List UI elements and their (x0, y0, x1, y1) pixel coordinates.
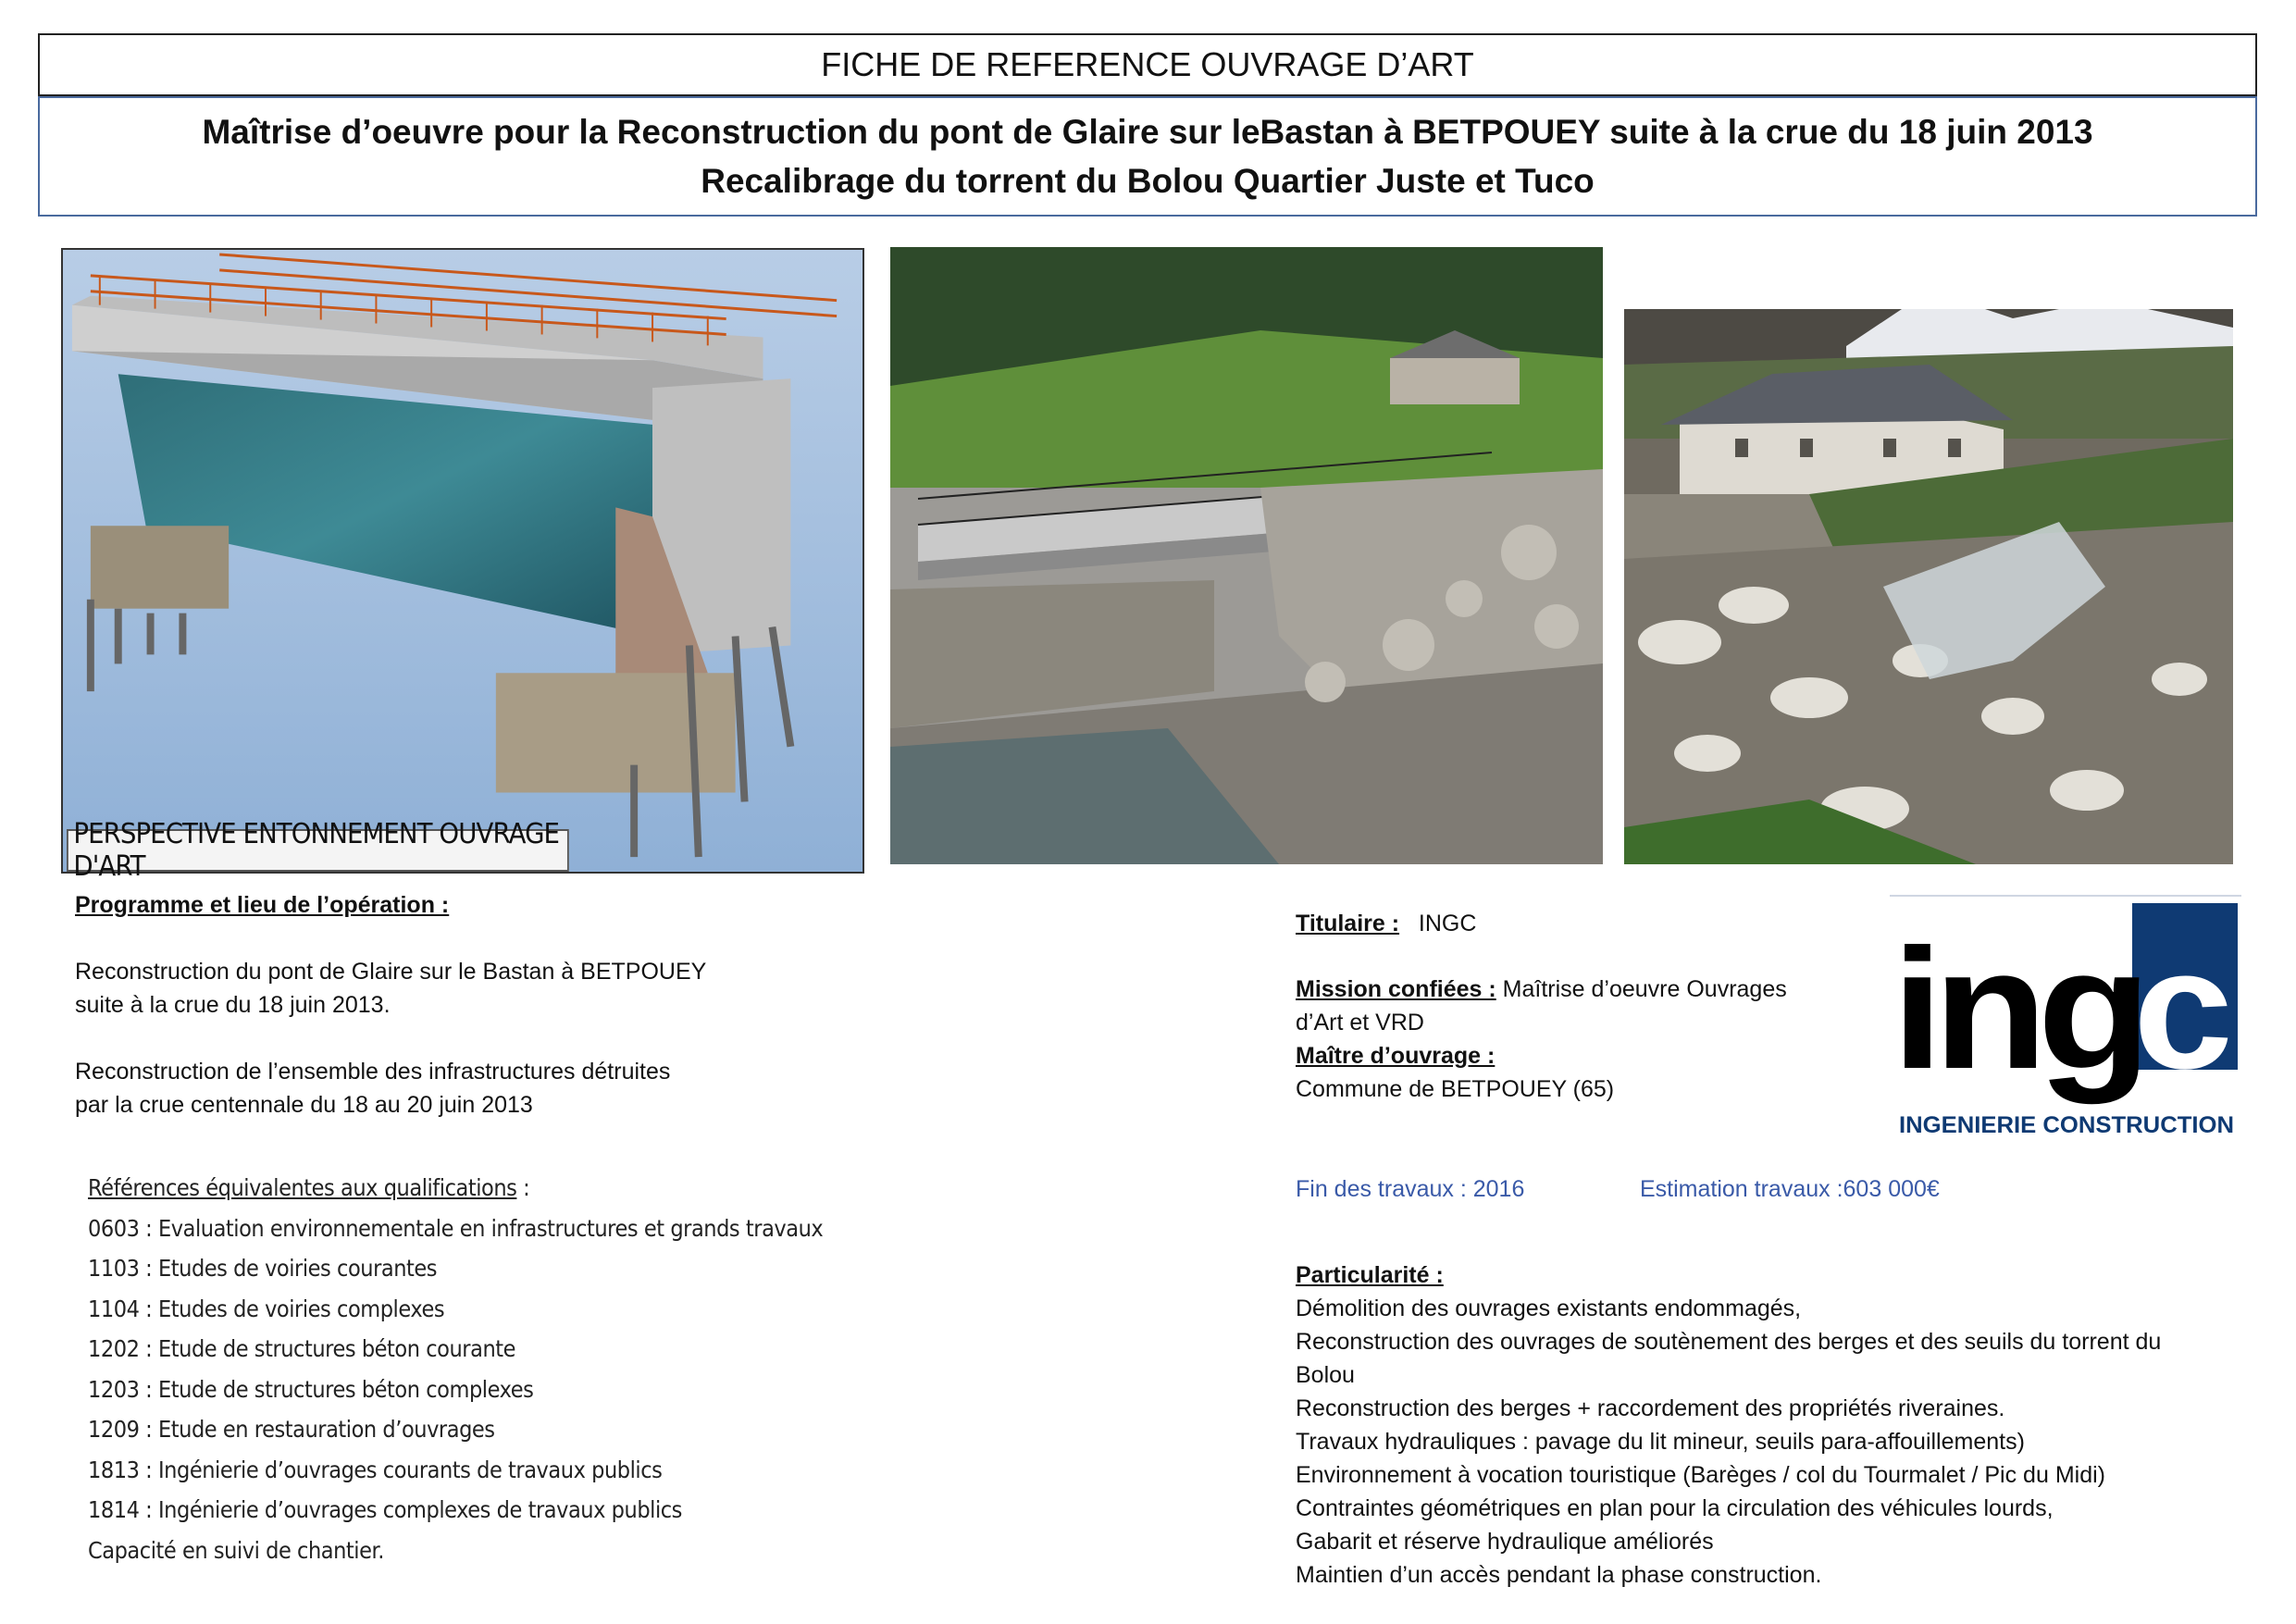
reference-item: 1104 : Etudes de voiries complexes (88, 1295, 445, 1322)
reference-item: 1202 : Etude de structures béton courante (88, 1335, 516, 1362)
particularite-heading: Particularité : (1296, 1262, 1444, 1288)
mission-block (1296, 973, 1851, 1106)
project-title (38, 96, 2257, 217)
titulaire-label: Titulaire : (1296, 911, 1400, 936)
reference-item: 1813 : Ingénierie d’ouvrages courants de travaux publics (88, 1456, 663, 1483)
fin-travaux: Fin des travaux : 2016 (1296, 1176, 1525, 1202)
programme-para2-line2: par la crue centennale du 18 au 20 juin 2013 (75, 1092, 533, 1118)
particularite-block (1296, 1258, 2258, 1592)
reference-item: 1209 : Etude en restauration d’ouvrages (88, 1416, 495, 1443)
bridge-perspective-render (61, 248, 864, 874)
project-title-line-1: Maîtrise d’oeuvre pour la Reconstruction du pont de Glaire sur leBastan à BETPOUEY suite à la crue du 18 juin 2013 (202, 113, 2093, 151)
mission-row (1296, 973, 1851, 1006)
particularite-line: Maintien d’un accès pendant la phase construction. (1296, 1562, 1822, 1588)
maitre-label: Maître d’ouvrage : (1296, 1043, 1496, 1069)
particularite-line: Environnement à vocation touristique (Barèges / col du Tourmalet / Pic du Midi) (1296, 1462, 2105, 1488)
perspective-caption: PERSPECTIVE ENTONNEMENT OUVRAGE D'ART (67, 829, 569, 872)
mission-value-line1: Maîtrise d’oeuvre Ouvrages (1496, 976, 1787, 1002)
svg-text:INGENIERIE CONSTRUCTION: INGENIERIE CONSTRUCTION (1899, 1112, 2234, 1138)
references-title: Références équivalentes aux qualifications (88, 1174, 517, 1201)
programme-paragraph-2 (75, 1055, 670, 1122)
bridge-photo (890, 247, 1603, 864)
particularite-line: Reconstruction des berges + raccordement des propriétés riveraines. (1296, 1395, 2005, 1421)
titulaire-value: INGC (1418, 911, 1477, 936)
svg-text:c: c (2133, 914, 2233, 1105)
particularite-line: Gabarit et réserve hydraulique améliorés (1296, 1529, 1714, 1555)
titulaire-row (1296, 907, 1476, 940)
maitre-value: Commune de BETPOUEY (65) (1296, 1076, 1615, 1102)
programme-para1-line1: Reconstruction du pont de Glaire sur le Bastan à BETPOUEY (75, 959, 707, 985)
particularite-line: Reconstruction des ouvrages de soutènement des berges et des seuils du torrent du (1296, 1329, 2162, 1355)
reference-item: 1203 : Etude de structures béton complexes (88, 1375, 534, 1403)
svg-text:ing: ing (1892, 914, 2141, 1105)
mission-label: Mission confiées : (1296, 976, 1496, 1002)
particularite-line: Bolou (1296, 1362, 1355, 1388)
particularite-line: Travaux hydrauliques : pavage du lit mineur, seuils para-affouillements) (1296, 1429, 2025, 1455)
river-house-photo (1624, 309, 2233, 864)
reference-item: 1103 : Etudes de voiries courantes (88, 1255, 438, 1282)
references-title-suffix: : (516, 1174, 530, 1201)
programme-para1-line2: suite à la crue du 18 juin 2013. (75, 992, 391, 1018)
programme-para2-line1: Reconstruction de l’ensemble des infrastructures détruites (75, 1059, 671, 1085)
mission-value-line2: d’Art et VRD (1296, 1010, 1424, 1035)
references-title-row (88, 1168, 823, 1209)
particularite-line: Contraintes géométriques en plan pour la circulation des véhicules lourds, (1296, 1495, 2054, 1521)
reference-item: Capacité en suivi de chantier. (88, 1536, 384, 1564)
programme-paragraph-1 (75, 955, 706, 1022)
estimation-travaux: Estimation travaux :603 000€ (1640, 1176, 1940, 1202)
programme-heading: Programme et lieu de l’opération : (75, 892, 450, 918)
reference-item: 1814 : Ingénierie d’ouvrages complexes de travaux publics (88, 1496, 682, 1523)
particularite-line: Démolition des ouvrages existants endommagés, (1296, 1295, 1802, 1321)
ingc-logo (1890, 894, 2241, 1139)
sheet-title: FICHE DE REFERENCE OUVRAGE D’ART (38, 33, 2257, 96)
reference-item: 0603 : Evaluation environnementale en infrastructures et grands travaux (88, 1214, 824, 1242)
qualification-references (88, 1168, 823, 1570)
project-title-line-2: Recalibrage du torrent du Bolou Quartier Juste et Tuco (701, 162, 1595, 200)
